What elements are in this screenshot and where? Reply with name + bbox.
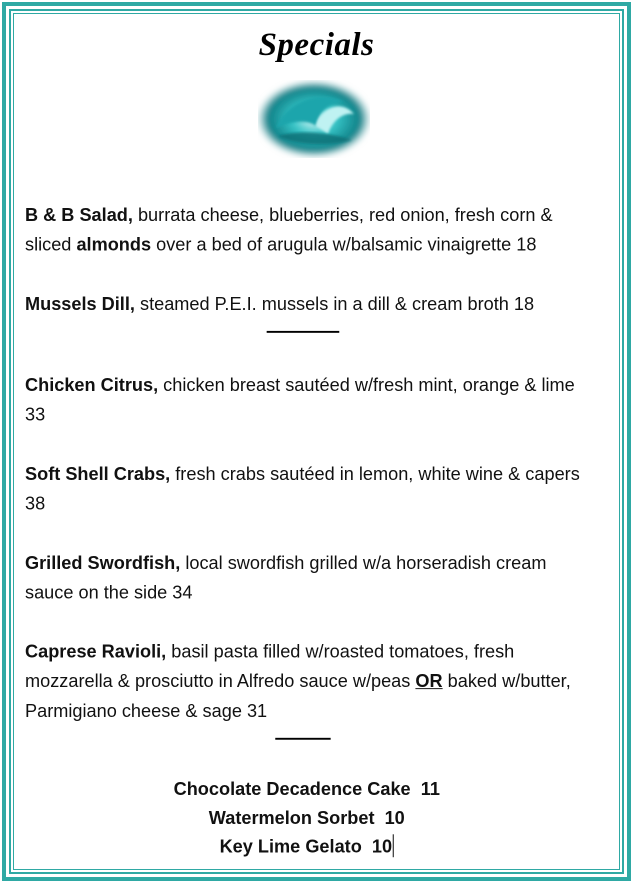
item-name: Mussels Dill, bbox=[25, 294, 135, 315]
menu-item bbox=[25, 460, 589, 519]
item-description: local swordfish grilled w/a horseradish cream sauce on the side 34 bbox=[25, 553, 547, 604]
item-description: over a bed of arugula w/balsamic vinaigrette 18 bbox=[151, 235, 537, 256]
dessert-name: Watermelon Sorbet bbox=[208, 808, 375, 829]
item-description: burrata cheese, blueberries, red onion, fresh corn & sliced bbox=[25, 205, 553, 256]
ocean-wave-image bbox=[258, 80, 370, 158]
menu-item bbox=[25, 371, 589, 430]
menu-item bbox=[25, 638, 589, 727]
item-or: OR bbox=[415, 671, 443, 692]
dessert-price: 10 bbox=[371, 837, 393, 858]
item-description: chicken breast sautéed w/fresh mint, orange & lime 33 bbox=[25, 375, 575, 426]
dessert-name: Key Lime Gelato bbox=[219, 837, 362, 858]
dessert-item bbox=[25, 805, 589, 834]
item-name: Caprese Ravioli, bbox=[25, 642, 167, 663]
page-title: Specials bbox=[258, 27, 375, 63]
dessert-list bbox=[25, 776, 589, 862]
dessert-item bbox=[25, 833, 589, 862]
section-divider bbox=[275, 738, 330, 740]
item-description: baked w/butter, Parmigiano cheese & sage 31 bbox=[25, 671, 571, 722]
item-description: basil pasta filled w/roasted tomatoes, fresh mozzarella & prosciutto in Alfredo sauce w/peas bbox=[25, 642, 515, 692]
menu-item bbox=[25, 549, 589, 608]
item-highlight: almonds bbox=[76, 235, 152, 256]
item-description: steamed P.E.I. mussels in a dill & cream broth 18 bbox=[134, 294, 535, 315]
dessert-item bbox=[25, 776, 589, 805]
dessert-price: 11 bbox=[420, 779, 440, 800]
dessert-price: 10 bbox=[384, 808, 405, 829]
menu-content bbox=[25, 201, 589, 862]
item-description: fresh crabs sautéed in lemon, white wine & capers 38 bbox=[25, 464, 580, 515]
dessert-name: Chocolate Decadence Cake bbox=[173, 779, 411, 800]
item-name: B & B Salad, bbox=[25, 205, 133, 226]
menu-item bbox=[25, 290, 589, 320]
item-name: Grilled Swordfish, bbox=[25, 553, 181, 574]
text-cursor bbox=[393, 834, 394, 857]
item-name: Soft Shell Crabs, bbox=[25, 464, 171, 485]
menu-item bbox=[25, 201, 589, 260]
item-name: Chicken Citrus, bbox=[25, 375, 159, 396]
